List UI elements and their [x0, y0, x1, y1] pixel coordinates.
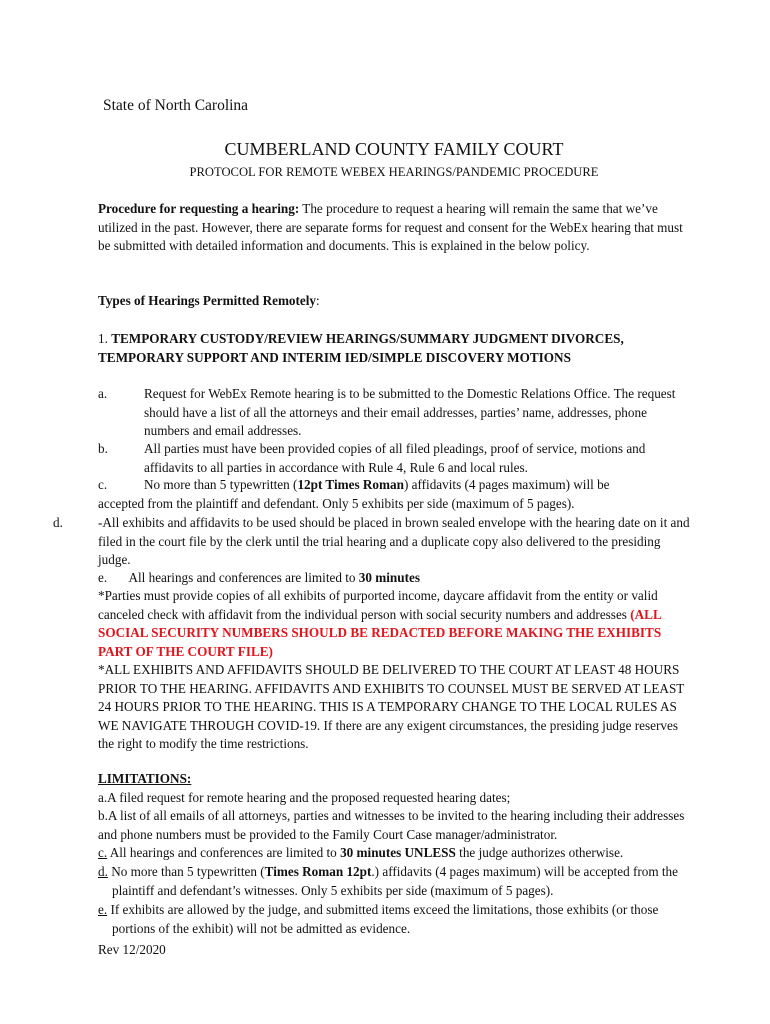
limitation-d: d. No more than 5 typewritten (Times Roman 12pt.) affidavits (4 pages maximum) will be accepted from the plaintiff and defendant’s witnesses. Only 5 exhibits per side (maximum of 5 pages). [98, 864, 679, 898]
item-b-text: All parties must have been provided copies of all filed pleadings, proof of service, motions and affidavits to all parties in accordance with Rule 4, Rule 6 and local rules. [144, 441, 646, 475]
limitation-a: a.A filed request for remote hearing and the proposed requested hearing dates; [98, 790, 511, 805]
item-a-text: Request for WebEx Remote hearing is to be submitted to the Domestic Relations Office. The request should have a list of all the attorneys and their email addresses, parties’ name, addresses, phone numbers and email addresses. [144, 386, 676, 439]
state-label: State of North Carolina [103, 97, 249, 114]
section-1-title: 1. TEMPORARY CUSTODY/REVIEW HEARINGS/SUMMARY JUDGMENT DIVORCES, TEMPORARY SUPPORT AND INTERIM IED/SIMPLE DISCOVERY MOTIONS [98, 331, 624, 365]
item-c-label: c. [98, 477, 108, 492]
limitation-e: e. If exhibits are allowed by the judge, and submitted items exceed the limitations, those exhibits (or those portions of the exhibit) will not be admitted as evidence. [98, 902, 659, 936]
item-b-label: b. [98, 441, 108, 456]
note-ssn: *Parties must provide copies of all exhibits of purported income, daycare affidavit from the entity or valid canceled check with affidavit from the individual person with social security numbers and addresses (ALL SOCIAL SECURITY NUMBERS SHOULD BE REDACTED BEFORE MAKING THE EXHIBITS PART OF THE COURT FILE) [98, 588, 662, 659]
item-c-line1: No more than 5 typewritten (12pt Times Roman) affidavits (4 pages maximum) will be [144, 477, 610, 492]
procedure-paragraph [98, 200, 688, 256]
court-title: CUMBERLAND COUNTY FAMILY COURT [224, 139, 564, 159]
protocol-subtitle: PROTOCOL FOR REMOTE WEBEX HEARINGS/PANDEMIC PROCEDURE [189, 165, 599, 179]
item-e-label: e. [98, 570, 108, 585]
item-d-label: d. [53, 515, 63, 530]
redaction-warning: (ALL SOCIAL SECURITY NUMBERS SHOULD BE REDACTED BEFORE MAKING THE EXHIBITS PART OF THE COURT FILE) [98, 606, 662, 659]
item-d-text: -All exhibits and affidavits to be used should be placed in brown sealed envelope with the hearing date on it and filed in the court file by the clerk until the trial hearing and a duplicate copy also delivered to the presiding judge. [98, 515, 690, 568]
limitation-b: b.A list of all emails of all attorneys, parties and witnesses to be invited to the hearing including their addresses and phone numbers must be provided to the Family Court Case manager/administrator. [98, 808, 685, 842]
item-c-line2: accepted from the plaintiff and defendant. Only 5 exhibits per side (maximum of 5 pages). [98, 496, 575, 511]
types-heading: Types of Hearings Permitted Remotely: [98, 293, 320, 308]
procedure-text: The procedure to request a hearing will remain the same that we’ve utilized in the past. However, there are separate forms for request and consent for the WebEx hearing that must be submitted with detailed information and documents. This is explained in the below policy. [98, 201, 683, 254]
procedure-heading: Procedure for requesting a hearing: [98, 201, 300, 216]
item-a-label: a. [98, 386, 108, 401]
note-deadlines: *ALL EXHIBITS AND AFFIDAVITS SHOULD BE DELIVERED TO THE COURT AT LEAST 48 HOURS PRIOR TO THE HEARING. AFFIDAVITS AND EXHIBITS TO COUNSEL MUST BE SERVED AT LEAST 24 HOURS PRIOR TO THE HEARING. THIS IS A TEMPORARY CHANGE TO THE LOCAL RULES AS WE NAVIGATE THROUGH COVID-19. If there are any exigent circumstances, the presiding judge reserves the right to modify the time restrictions. [98, 662, 685, 752]
limitations-heading: LIMITATIONS: [98, 771, 192, 786]
item-e: e. All hearings and conferences are limited to 30 minutes [98, 570, 420, 585]
revision-date: Rev 12/2020 [98, 942, 166, 957]
limitation-c: c. All hearings and conferences are limited to 30 minutes UNLESS the judge authorizes otherwise. [98, 845, 624, 860]
